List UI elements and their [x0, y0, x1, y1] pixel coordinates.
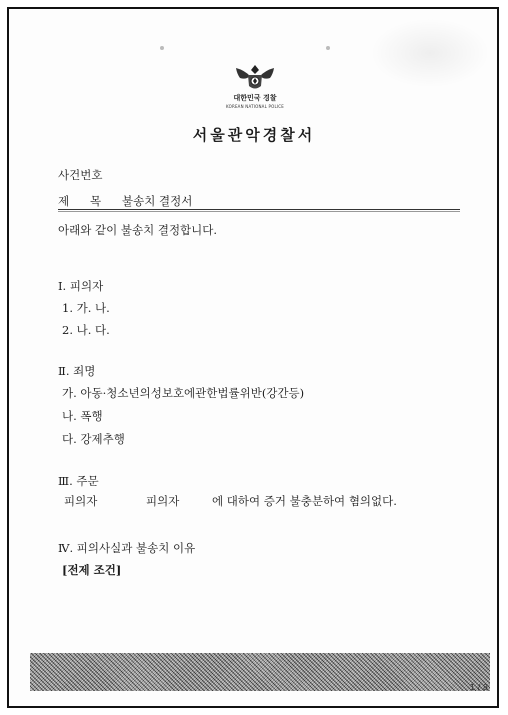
- case-number-label: 사건번호: [58, 168, 103, 182]
- page-indicator: 1 / 8: [470, 683, 488, 692]
- subject-divider: [58, 209, 460, 210]
- section-heading-decision: Ⅲ. 주문: [58, 474, 99, 488]
- redacted-footer-band: [30, 653, 490, 691]
- section-heading-suspects: Ⅰ. 피의자: [58, 279, 104, 293]
- punch-hole-mark: [160, 46, 164, 50]
- subject-divider-shadow: [58, 211, 460, 212]
- police-emblem-icon: [232, 62, 278, 92]
- facts-subheading: [전제 조건]: [62, 563, 122, 577]
- decision-suspect-label: 피의자: [64, 494, 98, 508]
- section-heading-facts: Ⅳ. 피의사실과 불송치 이유: [58, 541, 196, 555]
- section-heading-charges: Ⅱ. 죄명: [58, 364, 96, 378]
- intro-text: 아래와 같이 불송치 결정합니다.: [58, 223, 218, 237]
- police-logo: [222, 62, 288, 120]
- charge-item: 다. 강제추행: [62, 432, 125, 446]
- station-title: 서울관악경찰서: [192, 126, 316, 144]
- punch-hole-mark: [326, 46, 330, 50]
- decision-suspect-label: 피의자: [146, 494, 180, 508]
- decision-text: 에 대하여 증거 불충분하여 혐의없다.: [212, 494, 397, 508]
- logo-english-text: KOREAN NATIONAL POLICE: [226, 104, 284, 109]
- suspect-item: 2. 나. 다.: [62, 323, 110, 337]
- subject-label-2: 목: [90, 194, 102, 208]
- charge-item: 나. 폭행: [62, 409, 103, 423]
- subject-label-1: 제: [58, 194, 70, 208]
- subject-value: 불송치 결정서: [122, 194, 193, 208]
- scan-smudge: [370, 18, 490, 88]
- logo-korean-text: 대한민국 경찰: [233, 94, 277, 102]
- suspect-item: 1. 가. 나.: [62, 301, 110, 315]
- charge-item: 가. 아동·청소년의성보호에관한법률위반(강간등): [62, 386, 305, 400]
